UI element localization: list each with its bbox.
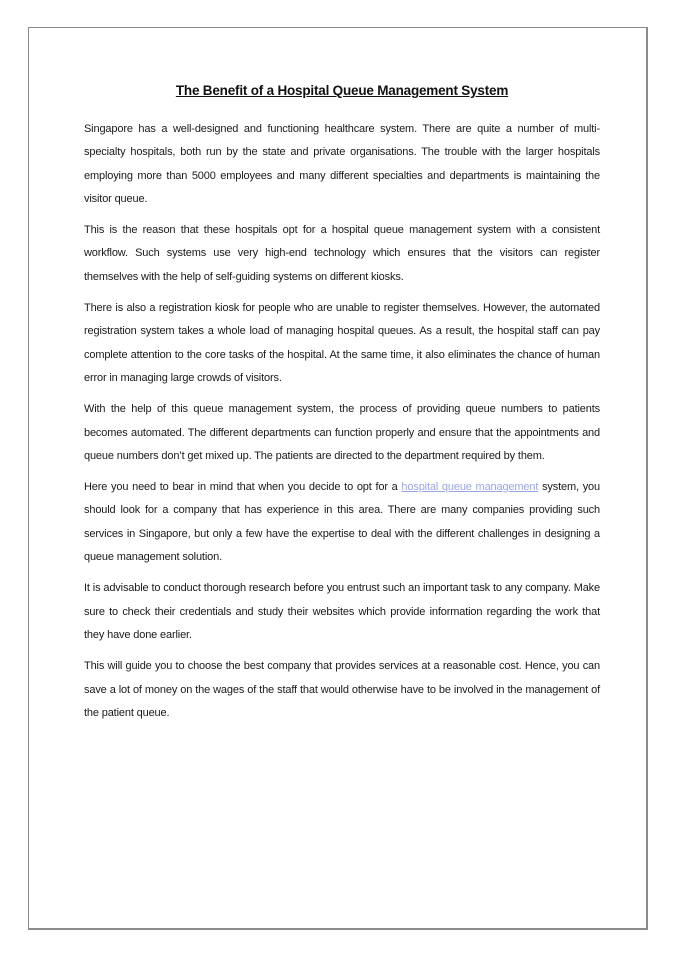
- paragraph-queue-system-reason: This is the reason that these hospitals opt for a hospital queue management system with a consistent workflow. Such systems use very high-end technology which ensures that the visitors can register themselves with the help of self-guiding systems on different kiosks.: [84, 224, 600, 283]
- paragraph-automation: With the help of this queue management system, the process of providing queue numbers to patients becomes automated. The different departments can function properly and ensure that the appointments and queue numbers don’t get mixed up. The patients are directed to the department required by them.: [84, 403, 600, 462]
- paragraph-research: It is advisable to conduct thorough research before you entrust such an important task to any company. Make sure to check their credentials and study their websites which provide information regarding the work that they have done earlier.: [84, 582, 600, 641]
- document-title: The Benefit of a Hospital Queue Management System: [175, 83, 509, 98]
- document-page: [28, 27, 648, 930]
- paragraph-healthcare-system: Singapore has a well-designed and functioning healthcare system. There are quite a number of multi-specialty hospitals, both run by the state and private organisations. The trouble with the larger hospitals employing more than 5000 employees and many different specialties and departments is maintaining the visitor queue.: [84, 123, 600, 205]
- document-body: [84, 83, 600, 733]
- hospital-queue-management-link[interactable]: hospital queue management: [401, 481, 539, 494]
- paragraph-text-before-link: Here you need to bear in mind that when you decide to opt for a: [84, 481, 402, 494]
- paragraph-registration-kiosk: There is also a registration kiosk for people who are unable to register themselves. However, the automated registration system takes a whole load of managing hospital queues. As a result, the hospital staff can pay complete attention to the core tasks of the hospital. At the same time, it also eliminates the chance of human error in managing large crowds of visitors.: [84, 302, 600, 384]
- paragraph-conclusion: This will guide you to choose the best company that provides services at a reasonable cost. Hence, you can save a lot of money on the wages of the staff that would otherwise have to be involved in the management of the patient queue.: [84, 660, 600, 719]
- paragraph-text-after-link: system, you should look for a company that has experience in this area. There are many companies providing such services in Singapore, but only a few have the expertise to deal with the different challenges in designing a queue management solution.: [84, 481, 600, 564]
- paragraph-choose-company: [84, 476, 600, 569]
